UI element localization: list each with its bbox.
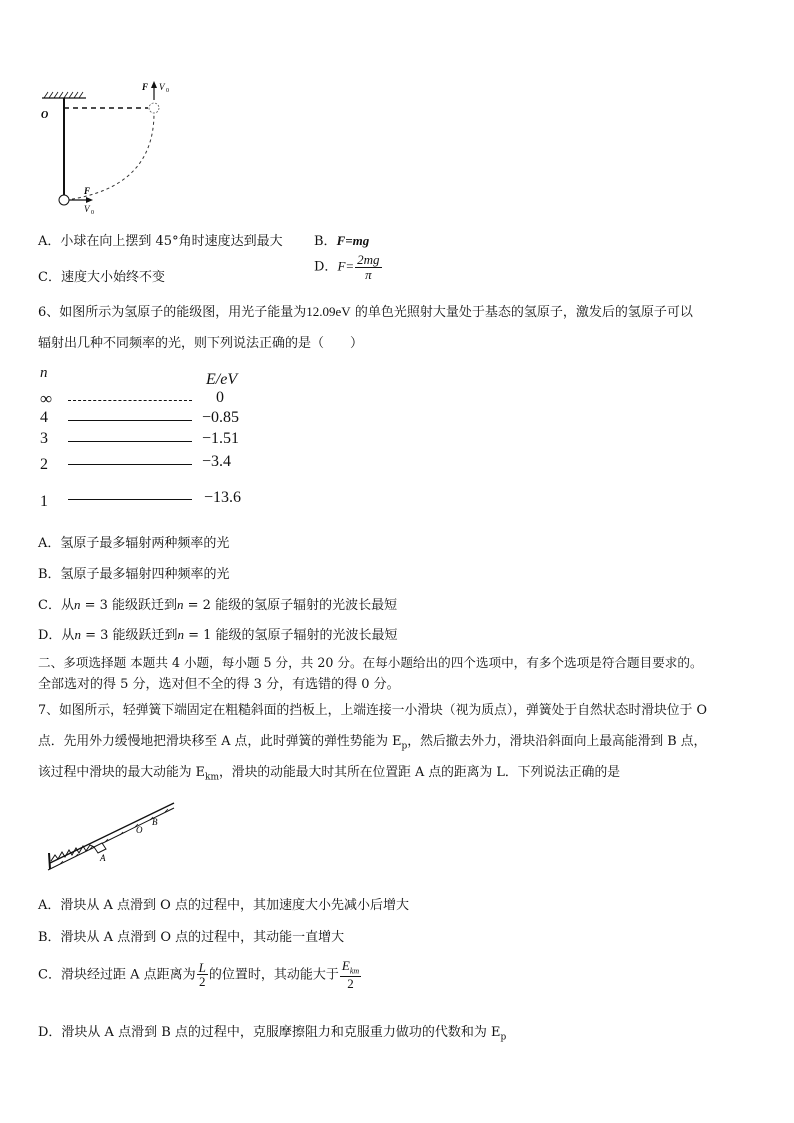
q6-option-d-n2: n [177, 627, 184, 642]
level-line-2 [68, 464, 192, 465]
ceiling-hatch [44, 92, 83, 98]
level-n-3: 3 [40, 430, 48, 447]
label-o: O [136, 825, 143, 835]
q7-stem-line2-sub: p [401, 741, 408, 752]
q7-option-c-frac2-num-wrap [340, 959, 361, 977]
q7-option-d [38, 1021, 506, 1043]
incline-line [50, 803, 174, 863]
q6-stem-line2: 辐射出几种不同频率的光，则下列说法正确的是（ ） [38, 336, 364, 351]
q7-option-d-sub: p [500, 1032, 507, 1043]
level-line-1 [68, 499, 192, 500]
q6-stem-energy: 12.09eV [306, 304, 351, 319]
q6-option-b: B．氢原子最多辐射四种频率的光 [38, 567, 230, 582]
label-v0-bottom-sub: 0 [91, 210, 94, 216]
q5-option-a: A．小球在向上摆到 45°角时速度达到最大 [38, 234, 283, 249]
q5-option-d-num: 2mg [357, 252, 380, 267]
arrow-up-head [151, 81, 157, 88]
block-shape [94, 843, 106, 853]
q7-stem-line2 [38, 730, 706, 752]
ball-top [149, 103, 159, 113]
ball-bottom [59, 195, 69, 205]
q7-option-d-part1: D．滑块从 A 点滑到 B 点的过程中，克服摩擦阻力和克服重力做功的代数和为 E [38, 1025, 501, 1040]
q7-option-c-frac2-num-sub: km [349, 966, 360, 976]
q6-option-d [38, 624, 398, 643]
level-line-4 [68, 420, 192, 421]
energy-level-diagram [40, 365, 270, 515]
q5-option-b-formula: F=mg [336, 233, 370, 248]
q7-option-c-frac2 [340, 959, 361, 991]
level-n-1: 1 [40, 493, 48, 510]
q6-option-d-eq1: = 3 能级跃迁到 [80, 628, 178, 643]
level-e-4: −0.85 [202, 409, 240, 426]
q7-stem-line3-part2: ，滑块的动能最大时其所在位置距 A 点的距离为 L．下列说法正确的是 [218, 765, 621, 780]
q5-option-d [314, 253, 383, 281]
q7-option-c-frac1 [197, 961, 208, 989]
q6-option-a: A．氢原子最多辐射两种频率的光 [38, 536, 230, 551]
q7-stem-line2-part2: ，然后撤去外力，滑块沿斜面向上最高能滑到 B 点， [407, 734, 707, 749]
q5-option-c: C．速度大小始终不变 [38, 270, 165, 285]
section2-line2: 全部选对的得 5 分，选对但不全的得 3 分，有选错的得 0 分。 [38, 677, 400, 692]
q6-option-c-n2: n [177, 597, 184, 612]
q7-option-c-part1: C．滑块经过距 A 点距离为 [38, 967, 196, 983]
level-n-4: 4 [40, 409, 48, 426]
label-f-top: F [142, 82, 149, 92]
label-v0-top-sub: 0 [166, 88, 169, 94]
q5-option-b [314, 230, 369, 249]
stopper-line [49, 853, 50, 869]
q6-option-d-eq2: = 1 能级的氢原子辐射的光波长最短 [184, 628, 398, 643]
dashed-arc-path [66, 113, 154, 200]
q7-option-b: B．滑块从 A 点滑到 O 点的过程中，其动能一直增大 [38, 930, 345, 945]
level-n-2: 2 [40, 456, 48, 473]
n-header: n [40, 365, 48, 381]
q5-option-b-prefix: B． [314, 234, 337, 249]
q6-stem-line1 [38, 301, 693, 320]
q7-option-c-frac2-num: E [341, 958, 350, 973]
label-v0-bottom: V [84, 204, 90, 214]
level-e-3: −1.51 [202, 430, 240, 447]
q7-stem-line3-sub: km [204, 772, 219, 783]
label-a: A [100, 853, 106, 863]
q6-stem-part2: 的单色光照射大量处于基态的氢原子，激发后的氢原子可以 [350, 305, 693, 320]
q6-option-c-eq2: = 2 能级的氢原子辐射的光波长最短 [183, 598, 398, 613]
q6-option-c [38, 594, 397, 613]
q7-stem-line1: 7、如图所示，轻弹簧下端固定在粗糙斜面的挡板上，上端连接一小滑块（视为质点），弹簧处于自然状态时滑块位于 O [38, 703, 707, 718]
q6-option-d-prefix: D．从 [38, 628, 75, 643]
q7-option-c-part2: 的位置时，其动能大于 [208, 967, 339, 983]
incline-figure [40, 795, 180, 875]
arrow-right-head [86, 197, 93, 203]
q5-option-d-den: π [365, 266, 372, 282]
section2-line1: 二、多项选择题 本题共 4 小题，每小题 5 分，共 20 分。在每小题给出的四个选项中，有多个选项是符合题目要求的。 [38, 655, 703, 670]
q5-option-d-fraction [355, 253, 381, 281]
q7-stem-line2-part1: 点．先用外力缓慢地把滑块移至 A 点，此时弹簧的弹性势能为 E [38, 734, 402, 749]
level-n-inf: ∞ [40, 389, 53, 408]
q6-option-c-eq1: = 3 能级跃迁到 [80, 598, 178, 613]
e-header: E/eV [206, 371, 238, 388]
q7-option-a: A．滑块从 A 点滑到 O 点的过程中，其加速度大小先减小后增大 [38, 898, 409, 913]
q6-option-c-n1: n [73, 597, 81, 612]
label-f-bottom: F [84, 186, 91, 196]
level-line-3 [68, 441, 192, 442]
level-e-2: −3.4 [202, 453, 232, 470]
q7-option-c-frac1-den: 2 [198, 974, 206, 990]
level-line-inf [68, 400, 192, 401]
q7-option-c-frac2-den: 2 [347, 975, 354, 991]
q7-stem-line3-part1: 该过程中滑块的最大动能为 E [38, 765, 205, 780]
q7-option-c [38, 959, 362, 991]
q6-option-d-n1: n [74, 627, 81, 642]
pendulum-figure [36, 78, 176, 218]
q5-option-d-lhs: F= [337, 258, 355, 274]
label-b: B [152, 817, 158, 827]
level-e-1: −13.6 [204, 489, 242, 506]
spring-zigzag [51, 845, 94, 861]
label-v0-top: V [159, 82, 165, 92]
label-o: O [41, 110, 49, 121]
q5-option-d-prefix: D． [314, 259, 338, 275]
q6-stem-part1: 6、如图所示为氢原子的能级图，用光子能量为 [38, 305, 307, 320]
q6-option-c-prefix: C．从 [38, 598, 74, 613]
q7-stem-line3 [38, 761, 620, 783]
level-e-inf: 0 [216, 389, 224, 406]
q7-option-c-frac1-num: L [198, 959, 206, 975]
